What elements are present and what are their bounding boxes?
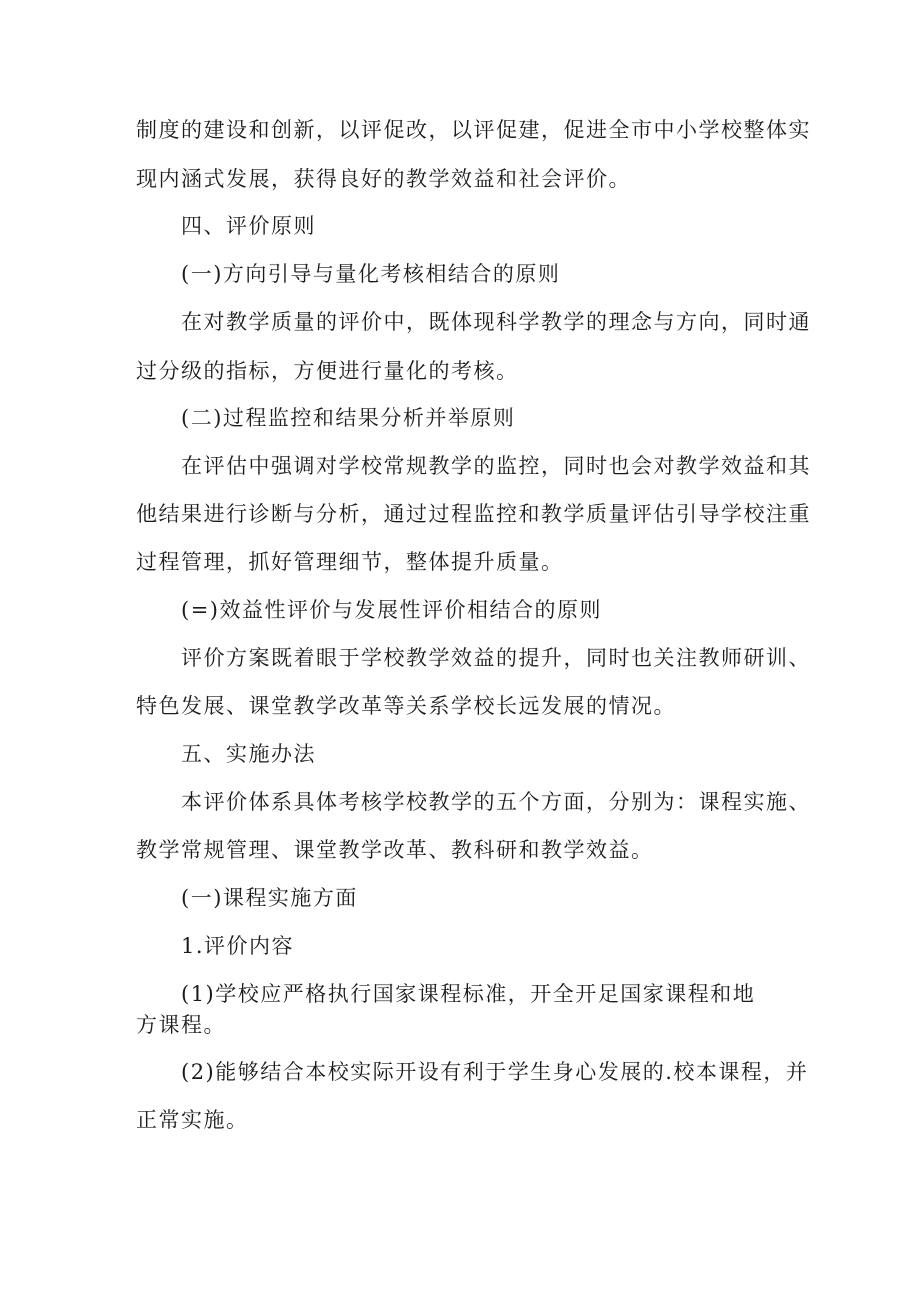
paragraph-line: 教学常规管理、课堂教学改革、教科研和教学效益。 bbox=[136, 838, 654, 862]
paragraph-line: 特色发展、课堂教学改革等关系学校长远发展的情况。 bbox=[136, 694, 676, 718]
list-item-line: 方课程。 bbox=[136, 1013, 226, 1037]
paragraph-line: 制度的建设和创新，以评促改，以评促建，促进全市中小学校整体实 bbox=[136, 118, 811, 142]
section-heading: 五、实施办法 bbox=[181, 742, 316, 766]
subsection-heading: (一)课程实施方面 bbox=[181, 886, 358, 910]
subsection-heading: (=)效益性评价与发展性评价相结合的原则 bbox=[181, 598, 602, 622]
list-item-line: (2)能够结合本校实际开设有利于学生身心发展的.校本课程，并 bbox=[181, 1060, 809, 1084]
paragraph-line: 本评价体系具体考核学校教学的五个方面，分别为：课程实施、 bbox=[181, 790, 811, 814]
list-item-line: (1)学校应严格执行国家课程标准，开全开足国家课程和地 bbox=[181, 982, 756, 1006]
item-heading: 1.评价内容 bbox=[181, 934, 295, 958]
section-heading: 四、评价原则 bbox=[181, 214, 316, 238]
subsection-heading: (二)过程监控和结果分析并举原则 bbox=[181, 406, 516, 430]
paragraph-line: 评价方案既着眼于学校教学效益的提升，同时也关注教师研训、 bbox=[181, 646, 811, 670]
subsection-heading: (一)方向引导与量化考核相结合的原则 bbox=[181, 262, 561, 286]
paragraph-line: 现内涵式发展，获得良好的教学效益和社会评价。 bbox=[136, 167, 631, 191]
paragraph-line: 他结果进行诊断与分析，通过过程监控和教学质量评估引导学校注重 bbox=[136, 502, 811, 526]
paragraph-line: 过分级的指标，方便进行量化的考核。 bbox=[136, 359, 519, 383]
paragraph-line: 在评估中强调对学校常规教学的监控，同时也会对教学效益和其 bbox=[181, 454, 811, 478]
list-item-line: 正常实施。 bbox=[136, 1108, 249, 1132]
paragraph-line: 在对教学质量的评价中，既体现科学教学的理念与方向，同时通 bbox=[181, 310, 811, 334]
paragraph-line: 过程管理，抓好管理细节，整体提升质量。 bbox=[136, 550, 564, 574]
